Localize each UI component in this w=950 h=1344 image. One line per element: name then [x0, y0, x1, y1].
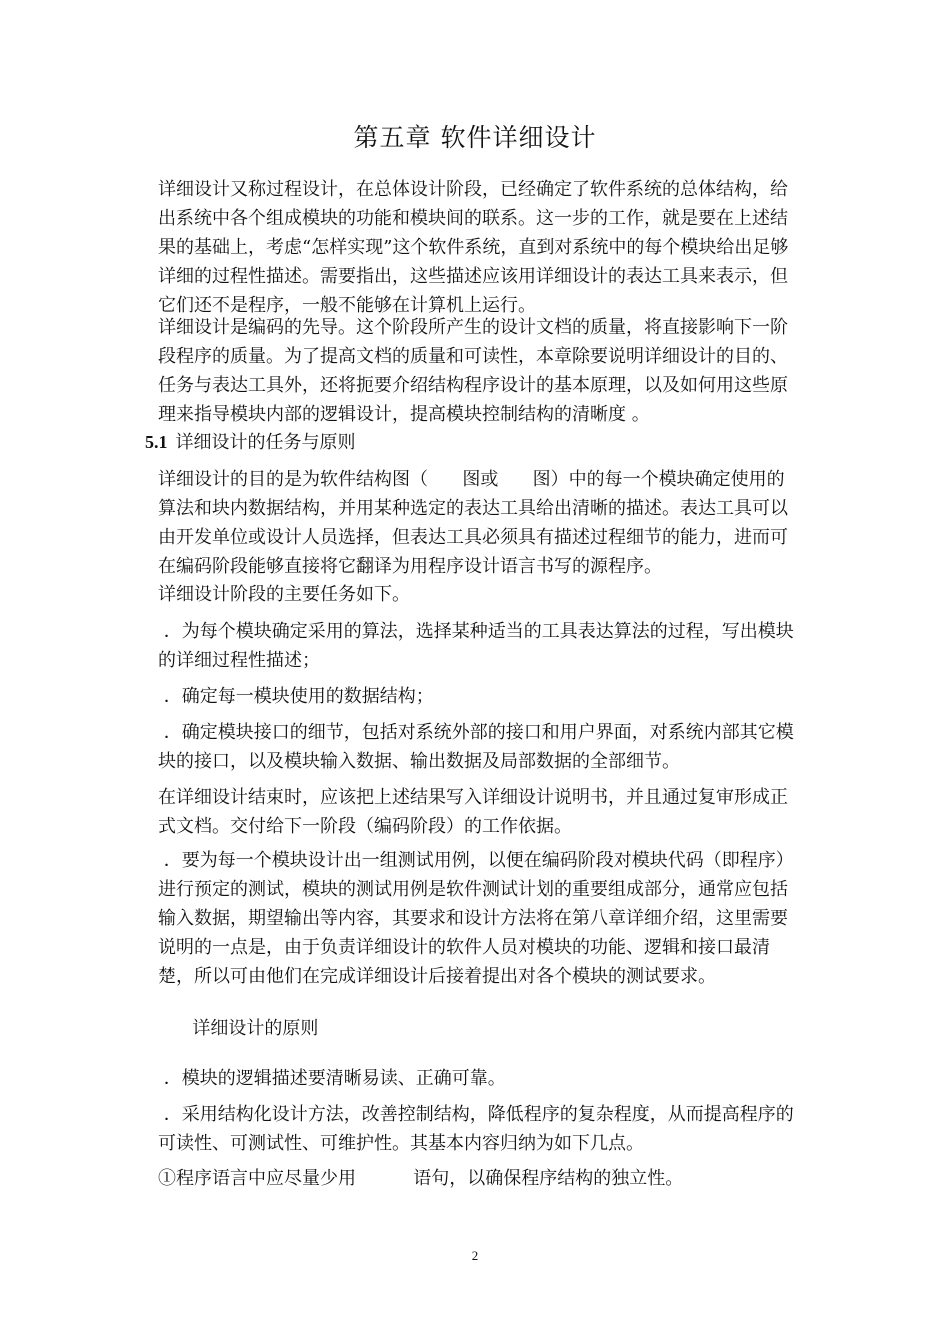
- task-item-3: ．确定模块接口的细节，包括对系统外部的接口和用户界面，对系统内部其它模块的接口，以及模块输入数据、输出数据及局部数据的全部细节。: [158, 722, 794, 772]
- task-item-1: ．为每个模块确定采用的算法，选择某种适当的工具表达算法的过程，写出模块的详细过程性描述；: [158, 621, 794, 671]
- principle-item-1: ．模块的逻辑描述要清晰易读、正确可靠。: [158, 1068, 506, 1089]
- chapter-title: 第五章 软件详细设计: [353, 123, 597, 152]
- principles-heading: 详细设计的原则: [158, 1018, 319, 1039]
- section-heading: [145, 428, 356, 457]
- section-title: 详细设计的任务与原则: [175, 432, 356, 453]
- intro-paragraph-2: 详细设计是编码的先导。这个阶段所产生的设计文档的质量，将直接影响下一阶段程序的质量。为了提高文档的质量和可读性，本章除要说明详细设计的目的、任务与表达工具外，还将扼要介绍结构程序设计的基本原理，以及如何用这些原理来指导模块内部的逻辑设计，提高模块控制结构的清晰度 。: [158, 317, 788, 425]
- task-item-4: ．要为每一个模块设计出一组测试用例，以便在编码阶段对模块代码（即程序）进行预定的测试，模块的测试用例是软件测试计划的重要组成部分，通常应包括输入数据，期望输出等内容，其要求和设计方法将在第八章详细介绍，这里需要说明的一点是，由于负责详细设计的软件人员对模块的功能、逻辑和接口最清楚，所以可由他们在完成详细设计后接着提出对各个模块的测试要求。: [158, 850, 794, 987]
- principle-item-2: ．采用结构化设计方法，改善控制结构，降低程序的复杂程度，从而提高程序的可读性、可测试性、可维护性。其基本内容归纳为如下几点。: [158, 1104, 794, 1154]
- section-number: 5.1: [145, 432, 168, 452]
- intro-paragraph-1: 详细设计又称过程设计，在总体设计阶段，已经确定了软件系统的总体结构，给出系统中各个组成模块的功能和模块间的联系。这一步的工作，就是要在上述结果的基础上，考虑“怎样实现”这个软件系统，直到对系统中的每个模块给出足够详细的过程性描述。需要指出，这些描述应该用详细设计的表达工具来表示，但它们还不是程序，一般不能够在计算机上运行。: [158, 179, 789, 316]
- task-item-2: ．确定每一模块使用的数据结构；: [158, 686, 434, 707]
- tasks-intro: 详细设计阶段的主要任务如下。: [158, 584, 410, 605]
- purpose-paragraph: 详细设计的目的是为软件结构图（ 图或 图）中的每一个模块确定使用的算法和块内数据结构，并用某种选定的表达工具给出清晰的描述。表达工具可以由开发单位或设计人员选择，但表达工具必须具有描述过程细节的能力，进而可在编码阶段能够直接将它翻译为用程序设计语言书写的源程序。: [158, 469, 788, 577]
- principle-subitem-1: ①程序语言中应尽量少用 语句，以确保程序结构的独立性。: [158, 1168, 684, 1189]
- end-paragraph: 在详细设计结束时，应该把上述结果写入详细设计说明书，并且通过复审形成正式文档。交付给下一阶段（编码阶段）的工作依据。: [158, 787, 788, 837]
- page-number: 2: [471, 1248, 479, 1263]
